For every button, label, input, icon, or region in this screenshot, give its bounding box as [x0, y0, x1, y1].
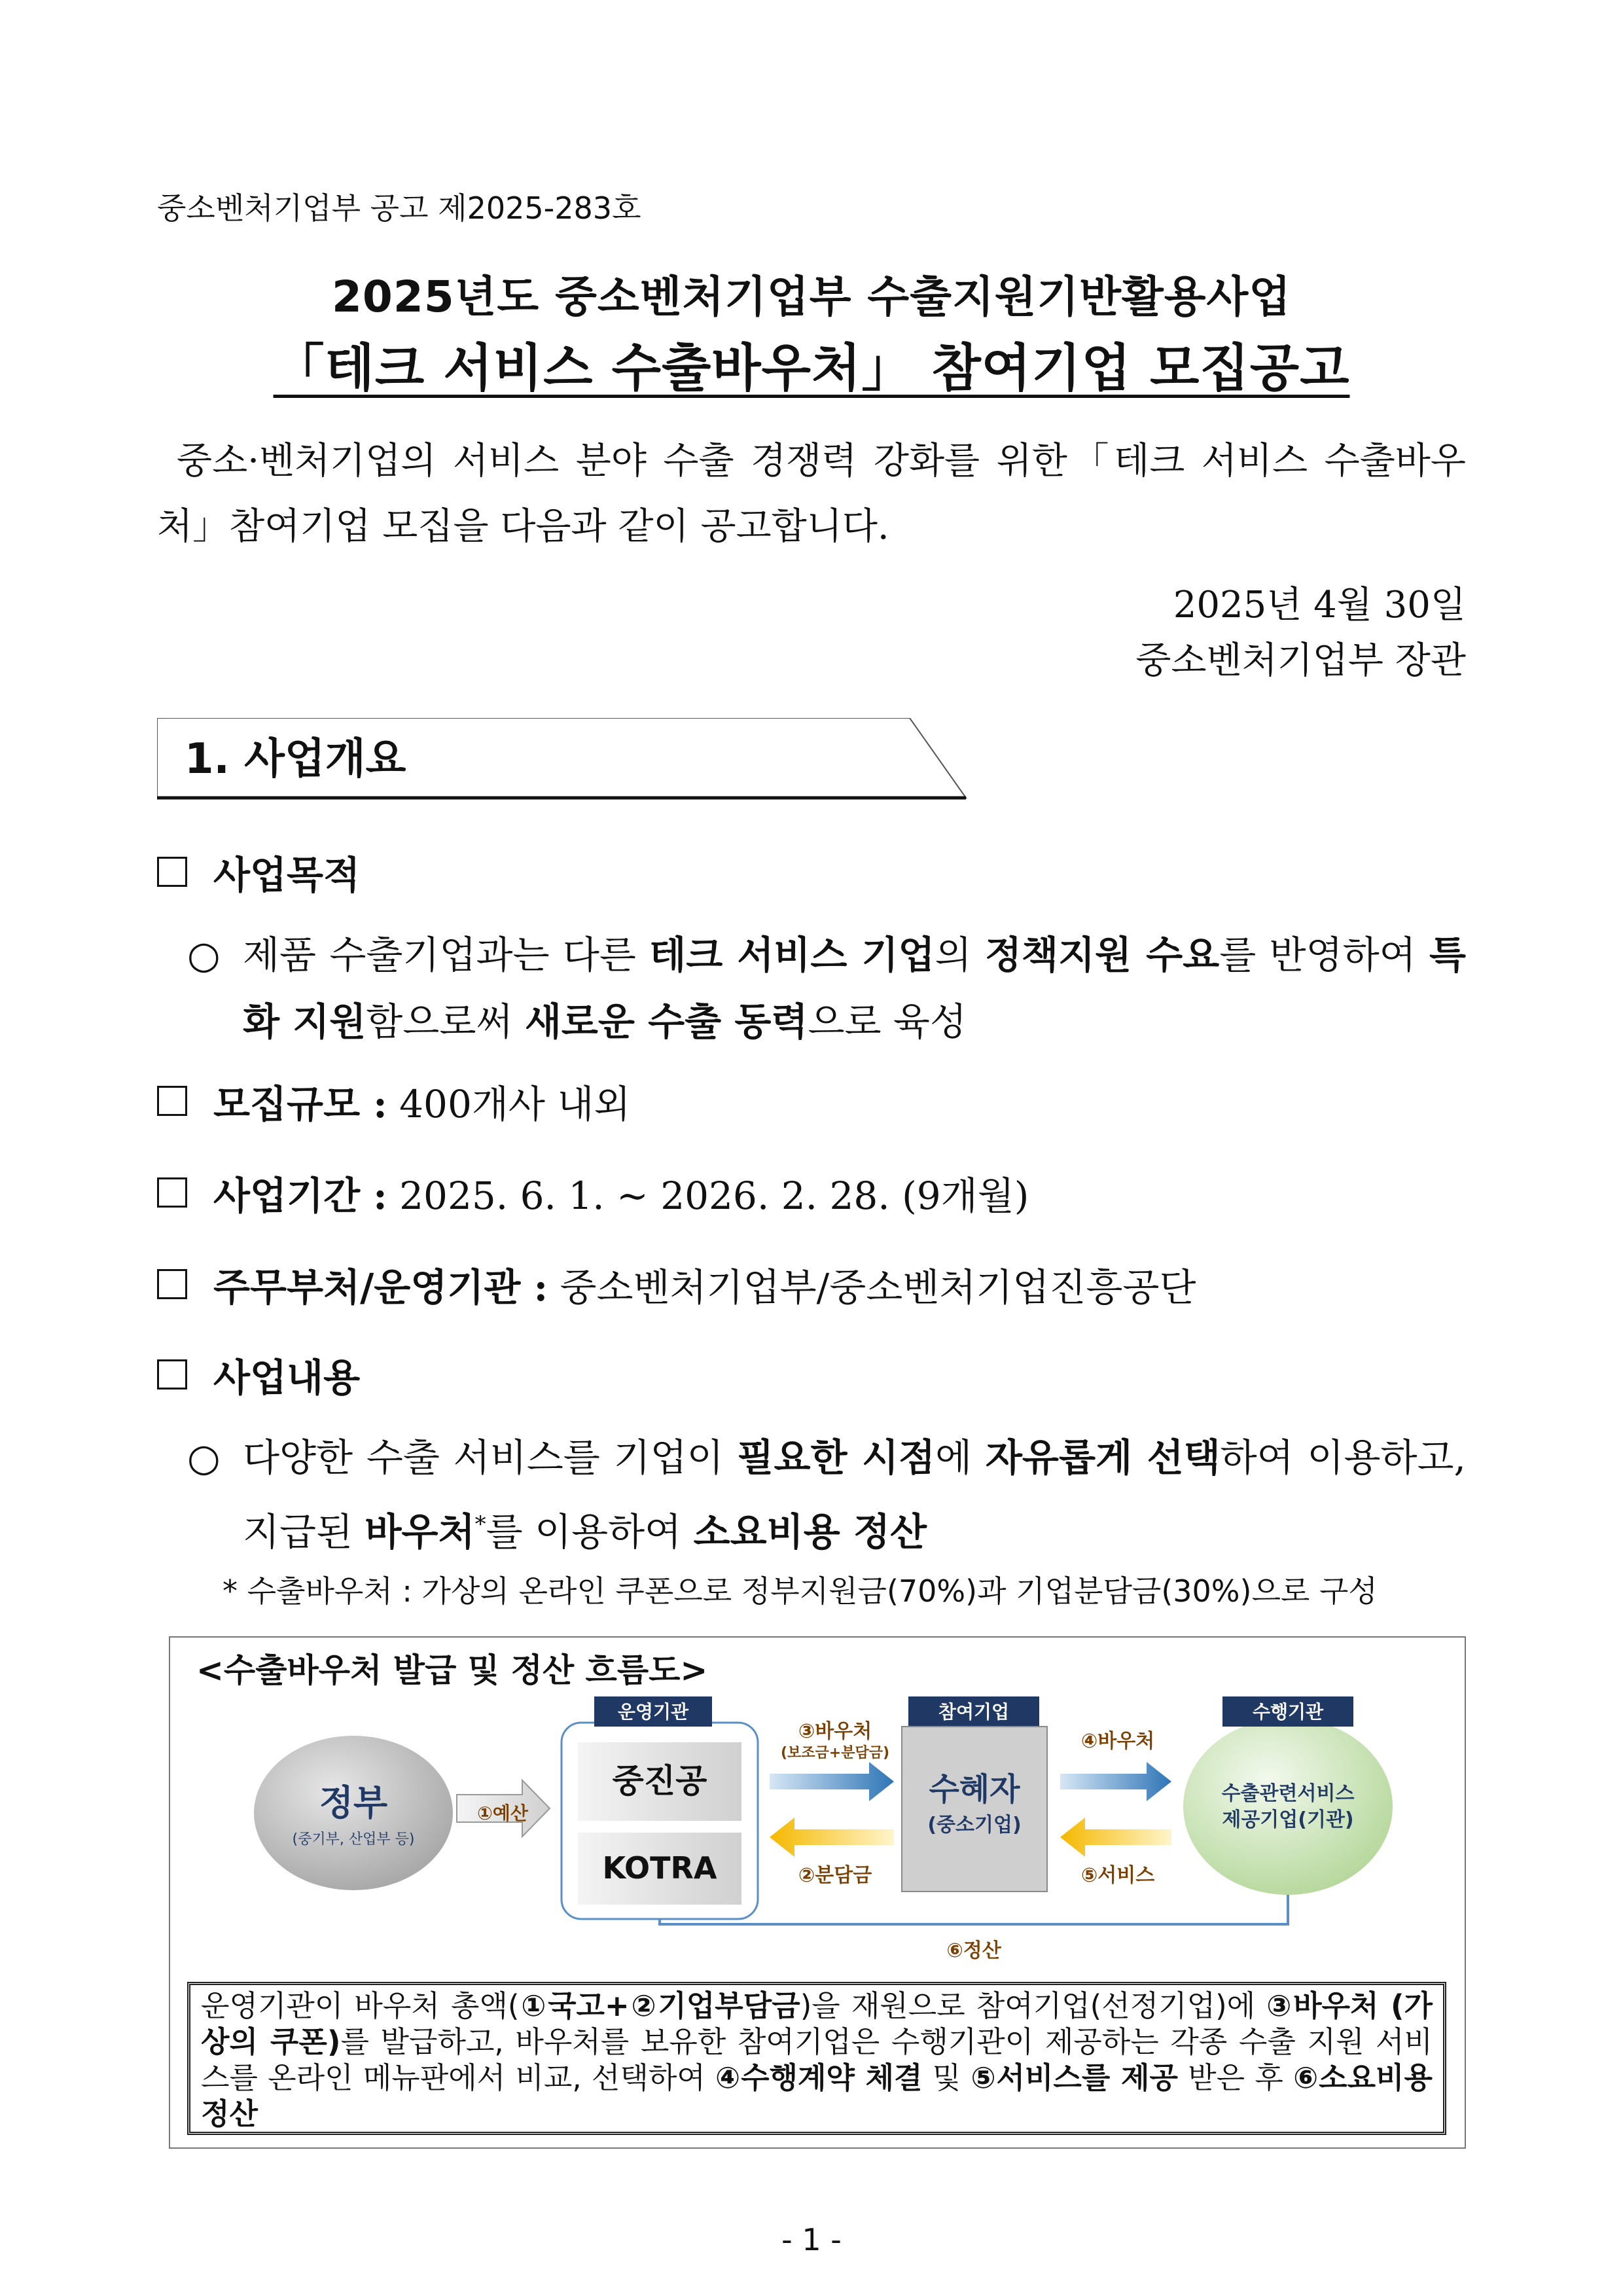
emphasis-cost-settlement: 소요비용 정산: [693, 1509, 927, 1554]
operator1-label: 중진공: [612, 1762, 707, 1800]
voucher-arrow-label: ③바우처: [798, 1720, 872, 1743]
scale-row: [157, 1073, 630, 1128]
title-line-1: 2025년도 중소벤처기업부 수출지원기반활용사업: [331, 272, 1291, 322]
checkbox-square: [157, 1177, 187, 1208]
purpose-heading-row: [157, 844, 360, 899]
bullet-circle: ○: [187, 933, 221, 977]
purpose-bullet: [187, 922, 1466, 1055]
text-run: 를 반영하여: [1219, 933, 1429, 977]
flow-diagram: [169, 1676, 1466, 1983]
emphasis-special-support: 특화 지원: [243, 933, 1466, 1044]
emphasis-tech-service: 테크 서비스 기업: [649, 933, 935, 977]
budget-label: ①예산: [477, 1803, 528, 1824]
checkbox-square: [157, 1269, 187, 1299]
emphasis-funding: ①국고+②기업부담금: [519, 1988, 800, 2023]
scale-value: 400개사 내외: [399, 1082, 631, 1126]
text-run: 받은 후: [1177, 2060, 1294, 2095]
operator2-label: KOTRA: [602, 1850, 717, 1886]
participant-box: [902, 1727, 1047, 1892]
content-bullet: [187, 1424, 1466, 1565]
text-run: 에: [935, 1435, 986, 1480]
notice-number: 중소벤처기업부 공고 제2025-283호: [157, 190, 641, 226]
text-run: 하여 이용하고, 지급된: [243, 1435, 1466, 1554]
beneficiary-label: 수혜자: [929, 1771, 1020, 1808]
period-value: 2025. 6. 1. ~ 2026. 2. 28. (9개월): [399, 1174, 1029, 1218]
purpose-heading: 사업목적: [213, 853, 361, 897]
intro-paragraph: 중소·벤처기업의 서비스 분야 수출 경쟁력 강화를 위한「테크 서비스 수출바우처」참여기업 모집을 다음과 같이 공고합니다.: [157, 440, 1466, 548]
period-row: [157, 1165, 1029, 1220]
voucher-arrow2-label: ④바우처: [1080, 1730, 1155, 1753]
agency-value: 중소벤처기업부/중소벤처기업진흥공단: [560, 1265, 1196, 1310]
content-heading: 사업내용: [213, 1355, 361, 1400]
footnote-mark: *: [474, 1511, 486, 1537]
text-run: 다양한 수출 서비스를 기업이: [243, 1435, 738, 1480]
emphasis-new-export-power: 새로운 수출 동력: [524, 999, 808, 1044]
title-line-2: 「테크 서비스 수출바우처」 참여기업 모집공고: [273, 339, 1350, 398]
voucher-arrow-sub: (보조금+분담금): [780, 1745, 890, 1761]
flow-title: <수출바우처 발급 및 정산 흐름도>: [196, 1651, 708, 1689]
settle-label: ⑥정산: [946, 1939, 1001, 1962]
emphasis-needed-time: 필요한 시점: [737, 1435, 936, 1480]
voucher-arrow: [770, 1762, 894, 1801]
text-run: )을 재원으로 참여기업(선정기업)에: [800, 1988, 1267, 2023]
content-heading-row: [157, 1347, 360, 1402]
agency-row: [157, 1257, 1196, 1312]
provider-circle: [1183, 1718, 1393, 1895]
provider-line-1: 수출관련서비스: [1221, 1782, 1355, 1805]
emphasis-voucher: 바우처: [365, 1509, 475, 1554]
scale-label: 모집규모 :: [213, 1082, 387, 1126]
footnote: * 수출바우처 : 가상의 온라인 쿠폰으로 정부지원금(70%)과 기업분담금(30%)으로 구성: [223, 1573, 1378, 1609]
share-arrow: [770, 1818, 894, 1857]
text-run: 및: [922, 2060, 971, 2095]
service-arrow-label: ⑤서비스: [1080, 1864, 1155, 1887]
text-run: 함으로써: [366, 999, 525, 1044]
provider-tag-label: 수행기관: [1252, 1701, 1324, 1723]
issuer: 중소벤처기업부 장관: [1135, 639, 1466, 682]
flow-explanation: [187, 1982, 1446, 2135]
government-sub: (중기부, 산업부 등): [292, 1831, 415, 1848]
emphasis-policy-demand: 정책지원 수요: [984, 933, 1220, 977]
period-label: 사업기간 :: [213, 1174, 387, 1218]
text-run: 운영기관이 바우처 총액(: [201, 1988, 520, 2023]
text-run: 제품 수출기업과는 다른: [243, 933, 650, 977]
text-run: 를 발급하고, 바우처를 보유한 참여기업은 수행기관이 제공하는 각종 수출 지원 서비스를 온라인 메뉴판에서 비교, 선택하여: [201, 2024, 1433, 2095]
page-number: - 1 -: [781, 2222, 842, 2257]
emphasis-service: ⑤서비스를 제공: [971, 2060, 1178, 2095]
emphasis-contract: ④수행계약 체결: [715, 2060, 923, 2095]
section-1-title: 1. 사업개요: [185, 735, 406, 783]
voucher-arrow-2: [1060, 1762, 1171, 1801]
text-run: 의: [935, 933, 985, 977]
provider-line-2: 제공기업(기관): [1222, 1808, 1354, 1831]
checkbox-square: [157, 857, 187, 887]
participant-tag-label: 참여기업: [938, 1701, 1010, 1723]
government-label: 정부: [319, 1782, 388, 1823]
emphasis-voucher-coupon: ③바우처 (가상의 쿠폰): [201, 1988, 1433, 2059]
service-arrow: [1060, 1818, 1171, 1857]
bullet-circle: ○: [187, 1435, 221, 1480]
text-run: 으로 육성: [808, 999, 967, 1044]
text-run: 를 이용하여: [486, 1509, 694, 1554]
beneficiary-sub: (중소기업): [927, 1814, 1022, 1837]
emphasis-settlement: ⑥소요비용 정산: [201, 2060, 1433, 2131]
agency-label: 주무부처/운영기관 :: [213, 1265, 548, 1310]
checkbox-square: [157, 1359, 187, 1390]
operator-tag-label: 운영기관: [617, 1701, 689, 1723]
emphasis-free-choice: 자유롭게 선택: [985, 1435, 1221, 1480]
announcement-date: 2025년 4월 30일: [1173, 584, 1466, 626]
checkbox-square: [157, 1086, 187, 1116]
share-arrow-label: ②분담금: [798, 1864, 872, 1887]
